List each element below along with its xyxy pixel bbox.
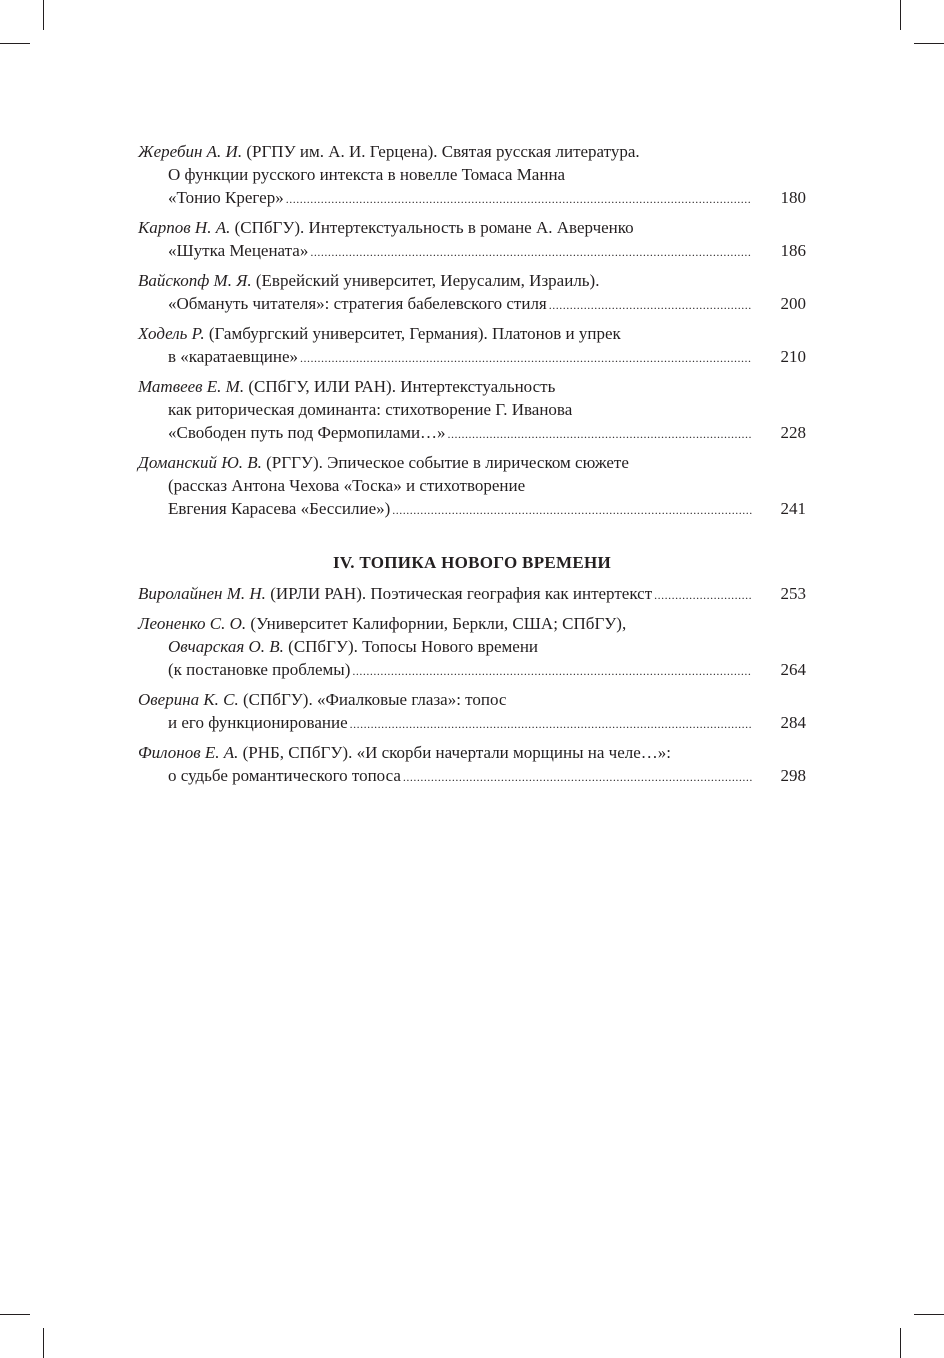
entry-author: Матвеев Е. М. <box>138 377 245 396</box>
crop-mark <box>0 1314 30 1315</box>
dot-leader <box>350 711 752 736</box>
page-number: 241 <box>780 499 806 518</box>
entry-title: Евгения Карасева «Бессилие») <box>168 499 391 518</box>
page-number: 284 <box>780 713 806 732</box>
dot-leader <box>286 186 752 211</box>
entry-title: и его функционирование <box>168 713 348 732</box>
entry-author: Жеребин А. И. <box>138 142 243 161</box>
entry-author: Карпов Н. А. <box>138 218 231 237</box>
dot-leader <box>403 764 752 789</box>
dot-leader <box>549 292 752 317</box>
entry-title: (СПбГУ). «Фиалковые глаза»: топос <box>238 690 507 709</box>
entry-title: «Свободен путь под Фермопилами…» <box>168 423 446 442</box>
dot-leader <box>300 345 752 370</box>
entry-title: (СПбГУ). Топосы Нового времени <box>283 637 539 656</box>
dot-leader <box>654 582 752 607</box>
entry-title: (ИРЛИ РАН). Поэтическая география как интертекст <box>265 584 653 603</box>
entry-author: Филонов Е. А. <box>138 743 239 762</box>
crop-mark <box>900 0 901 30</box>
crop-mark <box>43 1328 44 1358</box>
page-number: 186 <box>780 241 806 260</box>
toc-entry <box>138 688 806 734</box>
page-number: 298 <box>780 766 806 785</box>
entry-title: (СПбГУ, ИЛИ РАН). Интертекстуальность <box>244 377 556 396</box>
entry-title: «Шутка Мецената» <box>168 241 309 260</box>
toc-entry <box>138 269 806 315</box>
entry-title: (Гамбургский университет, Германия). Платонов и упрек <box>204 324 621 343</box>
toc-entry <box>138 322 806 368</box>
dot-leader <box>310 239 752 264</box>
entry-title: (РГГУ). Эпическое событие в лирическом сюжете <box>261 453 629 472</box>
entry-title: (Еврейский университет, Иерусалим, Израиль). <box>251 271 600 290</box>
entry-title: (Университет Калифорнии, Беркли, США; СПбГУ), <box>246 614 627 633</box>
entry-author: Доманский Ю. В. <box>138 453 262 472</box>
entry-author: Леоненко С. О. <box>138 614 247 633</box>
page-number: 180 <box>780 188 806 207</box>
entry-author: Виролайнен М. Н. <box>138 584 266 603</box>
entry-title: (к постановке проблемы) <box>168 660 351 679</box>
toc-entry <box>138 140 806 209</box>
entry-title: «Тонио Крегер» <box>168 188 284 207</box>
entry-title: (РНБ, СПбГУ). «И скорби начертали морщины на челе…»: <box>238 743 671 762</box>
entry-author: Вайскопф М. Я. <box>138 271 252 290</box>
page-number: 228 <box>780 423 806 442</box>
page-number: 253 <box>780 584 806 603</box>
entry-title: в «каратаевщине» <box>168 347 299 366</box>
entry-title: О функции русского интекста в новелле Томаса Манна <box>168 165 566 184</box>
section-heading: IV. ТОПИКА НОВОГО ВРЕМЕНИ <box>332 553 612 572</box>
crop-mark <box>43 0 44 30</box>
page-number: 200 <box>780 294 806 313</box>
crop-mark <box>0 43 30 44</box>
entry-title: о судьбе романтического топоса <box>168 766 401 785</box>
crop-mark <box>900 1328 901 1358</box>
entry-title: (РГПУ им. А. И. Герцена). Святая русская литература. <box>242 142 640 161</box>
entry-title: (рассказ Антона Чехова «Тоска» и стихотворение <box>168 476 526 495</box>
toc-entry <box>138 216 806 262</box>
crop-mark <box>914 1314 944 1315</box>
table-of-contents <box>138 140 806 787</box>
entry-title: «Обмануть читателя»: стратегия бабелевского стиля <box>168 294 547 313</box>
dot-leader <box>352 658 752 683</box>
dot-leader <box>392 497 752 522</box>
crop-mark <box>914 43 944 44</box>
page-number: 264 <box>780 660 806 679</box>
entry-title: (СПбГУ). Интертекстуальность в романе А. Аверченко <box>230 218 634 237</box>
toc-entry <box>138 375 806 444</box>
toc-entry <box>138 582 806 605</box>
toc-entry <box>138 612 806 681</box>
entry-title: как риторическая доминанта: стихотворение Г. Иванова <box>168 400 573 419</box>
entry-author: Овчарская О. В. <box>168 637 284 656</box>
entry-author: Ходель Р. <box>138 324 205 343</box>
toc-entry <box>138 741 806 787</box>
dot-leader <box>448 421 752 446</box>
entry-author: Оверина К. С. <box>138 690 239 709</box>
toc-entry <box>138 451 806 520</box>
page-number: 210 <box>780 347 806 366</box>
